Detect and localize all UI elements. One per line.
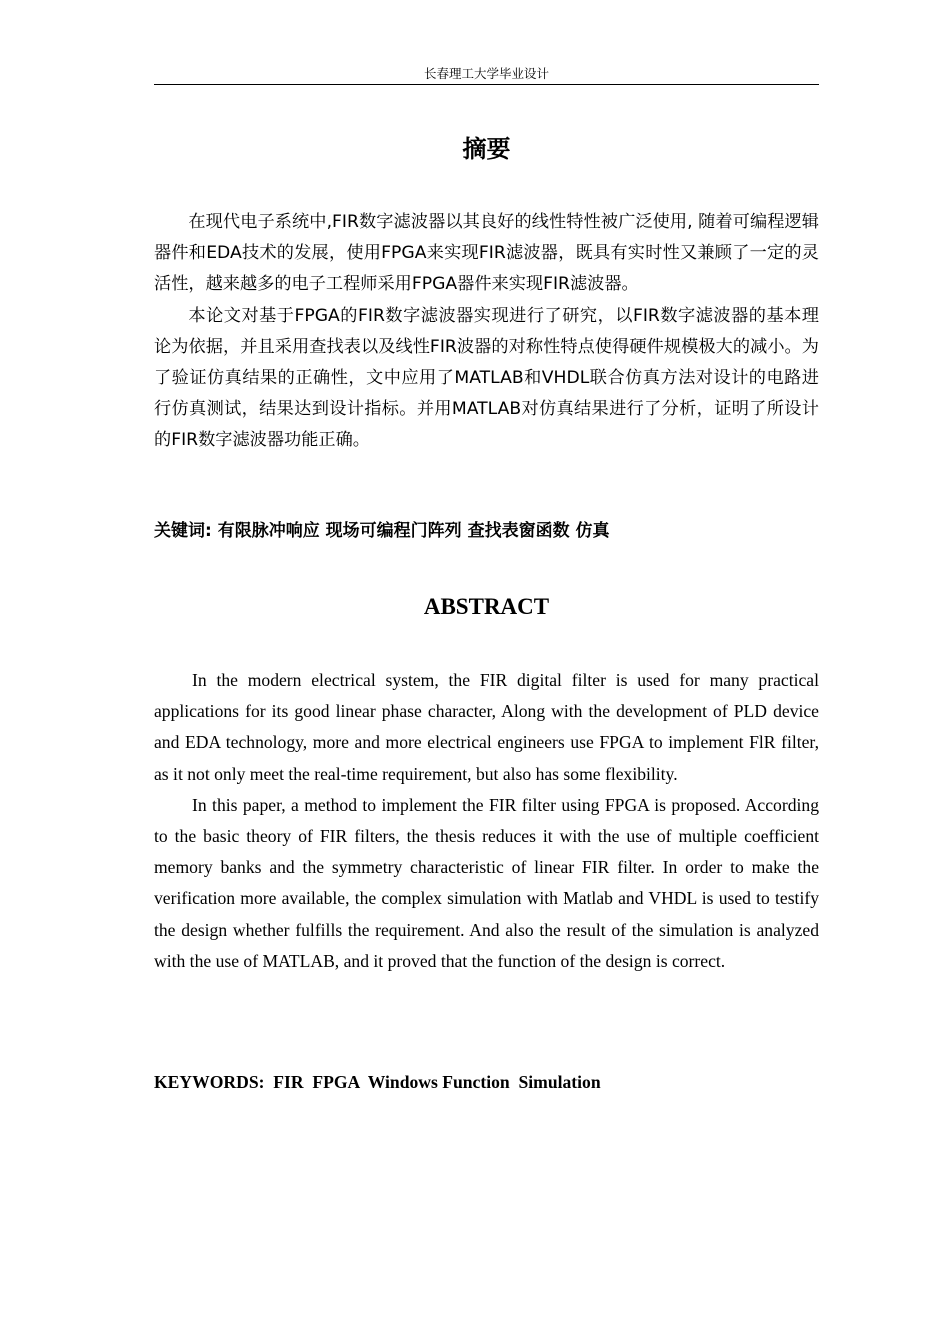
keywords-cn-list: 有限脉冲响应 现场可编程门阵列 查找表窗函数 仿真 xyxy=(217,521,610,541)
abstract-cn-title: 摘要 xyxy=(462,135,511,163)
abstract-cn-paragraph-2: 本论文对基于FPGA的FIR数字滤波器实现进行了研究，以FIR数字滤波器的基本理论为依据，并且采用查找表以及线性FIR波器的对称性特点使得硬件规模极大的减小。为了验证仿真结果的正确性，文中应用了MATLAB和VHDL联合仿真方法对设计的电路进行仿真测试，结果达到设计指标。并用MATLAB对仿真结果进行了分析，证明了所设计的FIR数字滤波器功能正确。 xyxy=(154,305,819,451)
keywords-en xyxy=(154,1068,819,1096)
keywords-en-label: KEYWORDS: xyxy=(154,1072,265,1092)
keywords-cn xyxy=(154,517,819,545)
keywords-en-list: FIR FPGA Windows Function Simulation xyxy=(273,1072,601,1092)
abstract-en-title: ABSTRACT xyxy=(423,594,550,619)
page-header: 长春理工大学毕业设计 xyxy=(154,64,819,85)
abstract-en-paragraph-1: In the modern electrical system, the FIR digital filter is used for many practical applications for its good linear phase character, Along with the development of PLD device and EDA technology, more and more electrical engineers use FPGA to implement FlR filter, as it not only meet the real-time requirement, but also has some flexibility. xyxy=(154,670,819,784)
abstract-en-paragraph-2: In this paper, a method to implement the FIR filter using FPGA is proposed. According to the basic theory of FIR filters, the thesis reduces it with the use of multiple coefficient memory banks and the symmetry characteristic of linear FIR filter. In order to make the verification more available, the complex simulation with Matlab and VHDL is used to testify the design whether fulfills the requirement. And also the result of the simulation is analyzed with the use of MATLAB, and it proved that the function of the design is correct. xyxy=(154,794,819,971)
abstract-cn-body xyxy=(154,207,819,457)
keywords-cn-label: 关键词: xyxy=(154,521,212,541)
abstract-cn-paragraph-1: 在现代电子系统中,FIR数字滤波器以其良好的线性特性被广泛使用, 随着可编程逻辑器件和EDA技术的发展，使用FPGA来实现FIR滤波器，既具有实时性又兼顾了一定的灵活性，越来越多的电子工程师采用FPGA器件来实现FIR滤波器。 xyxy=(154,212,819,295)
abstract-en-body xyxy=(154,665,819,977)
